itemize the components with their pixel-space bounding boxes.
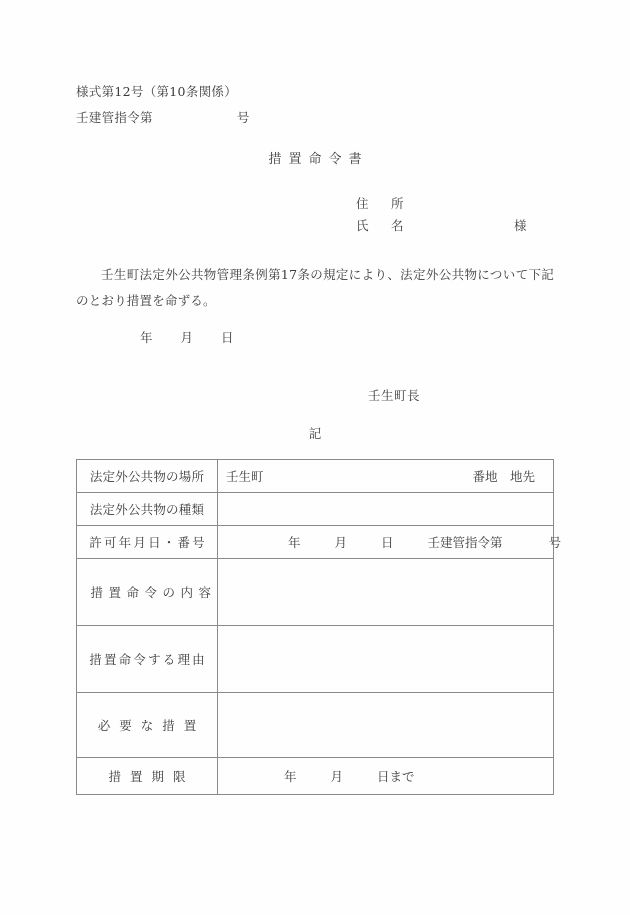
row-value-measure-deadline	[218, 758, 554, 795]
table-row	[77, 626, 554, 693]
addressee-address-label: 住 所	[356, 196, 409, 211]
table-row	[77, 559, 554, 626]
order-number-suffix: 号	[236, 110, 250, 125]
row-label-order-reason: 措置命令する理由	[77, 626, 218, 693]
row-value-order-reason	[218, 626, 554, 693]
location-tail: 番地 地先	[472, 469, 535, 484]
issue-date-line	[140, 328, 234, 346]
row-label-location: 法定外公共物の場所	[77, 460, 218, 493]
deadline-year: 年	[284, 769, 297, 784]
location-lead: 壬生町	[226, 469, 264, 484]
permit-year: 年	[288, 535, 301, 550]
ki-marker: 記	[308, 426, 322, 441]
permit-order-prefix: 壬建管指令第	[427, 535, 503, 550]
body-paragraph: 壬生町法定外公共物管理条例第17条の規定により、法定外公共物について下記のとおり措置を命ずる。	[76, 267, 554, 308]
table-row	[77, 526, 554, 559]
row-label-type: 法定外公共物の種類	[77, 493, 218, 526]
order-number-line	[76, 108, 250, 126]
row-value-location	[218, 460, 554, 493]
table-row	[77, 693, 554, 758]
issue-date-month: 月	[180, 330, 194, 345]
order-number-prefix: 壬建管指令第	[76, 110, 153, 125]
addressee-name-label: 氏 名	[356, 218, 409, 233]
row-value-required-measures	[218, 693, 554, 758]
issue-date-day: 日	[221, 330, 234, 345]
issue-date-year: 年	[140, 330, 153, 345]
particulars-table	[76, 459, 562, 795]
deadline-month: 月	[330, 769, 344, 784]
addressee-honorific: 様	[514, 218, 527, 233]
row-value-order-content	[218, 559, 554, 626]
form-number: 様式第12号（第10条関係）	[76, 84, 238, 99]
deadline-day: 日まで	[377, 769, 415, 784]
table-row	[77, 493, 554, 526]
table-row	[77, 460, 554, 493]
table-row	[77, 758, 554, 795]
row-label-required-measures: 必要な措置	[77, 693, 218, 758]
permit-order-suffix: 号	[548, 535, 562, 550]
row-value-type	[218, 493, 554, 526]
row-label-order-content: 措置命令の内容	[77, 559, 218, 626]
row-value-permit-date-number	[218, 526, 562, 559]
permit-day: 日	[381, 535, 394, 550]
row-label-measure-deadline: 措置期限	[77, 758, 218, 795]
row-label-permit-date-number: 許可年月日・番号	[77, 526, 218, 559]
document-title: 措置命令書	[268, 152, 369, 167]
permit-month: 月	[334, 535, 348, 550]
issuer-name: 壬生町長	[368, 388, 421, 403]
